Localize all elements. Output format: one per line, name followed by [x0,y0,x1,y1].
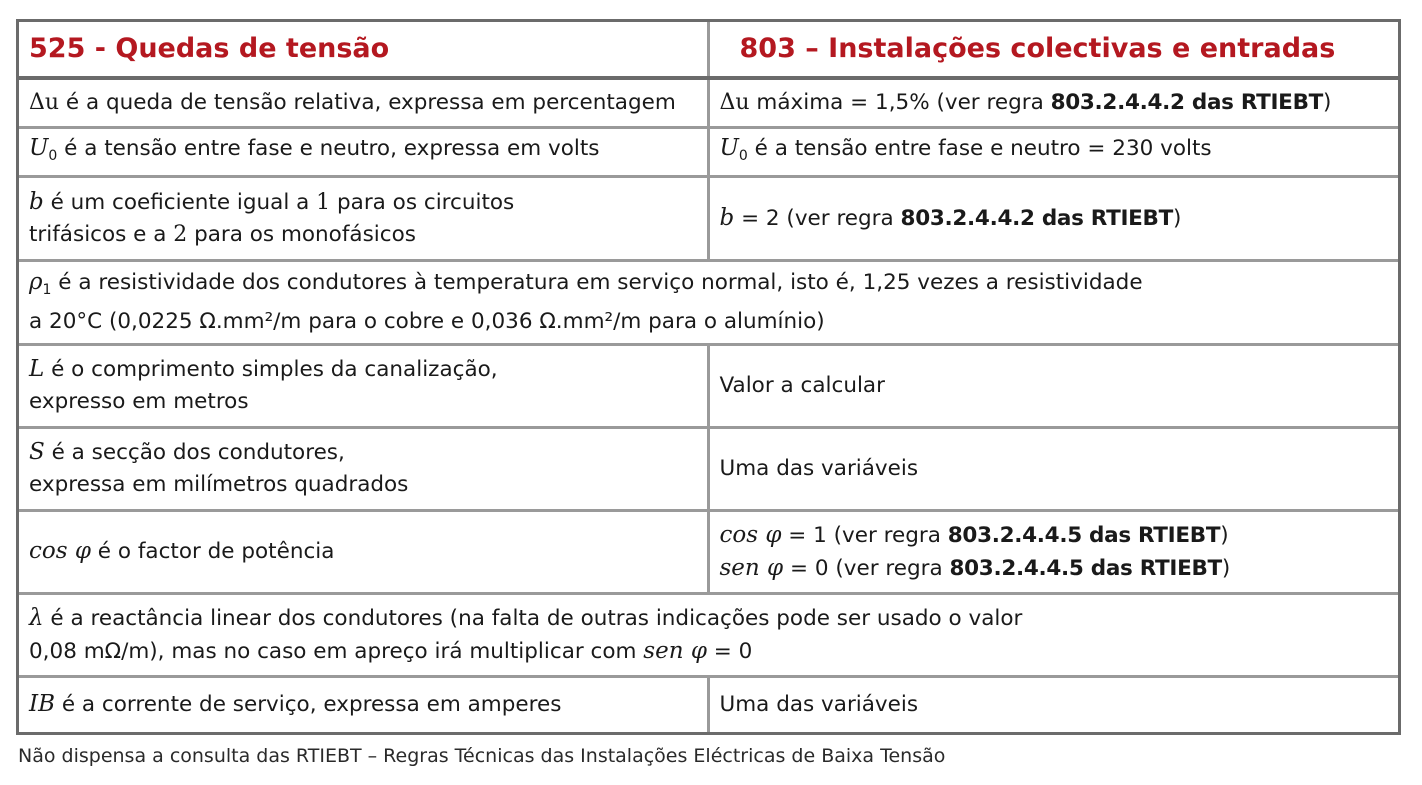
table-row-cos-phi [19,510,1398,593]
cell-right [708,78,1398,127]
cell-text: é a queda de tensão relativa, expressa em percentagem [59,89,676,115]
symbol: U [719,134,739,161]
number: 2 [173,221,188,247]
cell-left [19,676,708,732]
cell-right [708,176,1398,260]
cell-right: Uma das variáveis [708,676,1398,732]
cell-right: Uma das variáveis [708,427,1398,510]
cell-right: Valor a calcular [708,344,1398,427]
symbol: sen φ [643,637,707,664]
table-row-u0 [19,127,1398,176]
symbol: λ [29,604,44,631]
cell-line: expresso em metros [29,389,249,414]
cell-line [29,186,697,219]
symbol: Δu [29,89,60,115]
number: 1 [316,189,331,215]
cell-text: = 1 (ver regra [781,522,948,548]
subscript: 0 [48,147,58,164]
voltage-drop-table [19,22,1398,732]
header-left: 525 - Quedas de tensão [19,22,708,78]
cell-text: 0,08 mΩ/m), mas no caso em apreço irá multiplicar com [29,638,644,664]
rule-reference: 803.2.4.4.2 das RTIEBT [1050,89,1324,115]
cell-text: máxima = 1,5% (ver regra [749,89,1051,115]
cell-full [19,593,1398,676]
symbol: ρ [29,269,43,295]
cell-line: a 20°C (0,0225 Ω.mm²/m para o cobre e 0,036 Ω.mm²/m para o alumínio) [29,309,825,334]
symbol: b [29,188,44,215]
cell-text: para os circuitos [330,189,515,215]
cell-right [708,510,1398,593]
table-header-row [19,22,1398,78]
symbol: S [29,439,45,465]
footer-note: Não dispensa a consulta das RTIEBT – Regras Técnicas das Instalações Eléctricas de Baixa Tensão [18,745,946,767]
symbol: Δu [719,89,750,115]
table-row-lambda [19,593,1398,676]
cell-left [19,127,708,176]
table-row-L [19,344,1398,427]
voltage-drop-table-frame [16,19,1401,735]
symbol: cos φ [719,521,782,548]
cell-text: ) [1173,205,1182,231]
table-row-rho1 [19,260,1398,344]
cell-text: é um coeficiente igual a [43,189,317,215]
cell-text: = 0 [706,638,753,664]
cell-text: é o factor de potência [90,539,335,564]
cell-left [19,427,708,510]
rule-reference: 803.2.4.4.2 das RTIEBT [900,205,1173,231]
cell-text: ) [1221,555,1231,581]
rule-reference: 803.2.4.4.5 das RTIEBT [949,555,1222,581]
cell-text: = 2 (ver regra [734,205,901,231]
cell-text: ) [1220,522,1229,548]
cell-text: é a resistividade dos condutores à temperatura em serviço normal, isto é, 1,25 vezes a resistividade [51,270,1143,295]
cell-text: é o comprimento simples da canalização, [44,357,498,382]
cell-line [29,219,697,251]
cell-text: é a reactância linear dos condutores (na falta de outras indicações pode ser usado o valor [43,605,1023,631]
symbol: IB [29,691,55,718]
cell-line [29,635,1388,668]
cell-line: expressa em milímetros quadrados [29,472,409,497]
table-row-b [19,176,1398,260]
cell-text: para os monofásicos [187,221,416,247]
cell-right [708,127,1398,176]
subscript: 1 [42,282,52,298]
table-row-ib [19,676,1398,732]
symbol: U [29,134,49,161]
cell-left [19,510,708,593]
header-right: 803 – Instalações colectivas e entradas [708,22,1398,78]
cell-text: é a corrente de serviço, expressa em amperes [55,692,562,718]
cell-text: ) [1323,89,1332,115]
symbol: cos φ [29,538,91,564]
cell-line [29,266,1388,306]
cell-line [720,552,1389,585]
table-row-S [19,427,1398,510]
cell-left [19,344,708,427]
rule-reference: 803.2.4.4.5 das RTIEBT [947,522,1221,548]
symbol: L [29,356,45,382]
cell-text: é a tensão entre fase e neutro = 230 volts [747,135,1212,161]
cell-line [29,436,697,469]
cell-line [720,519,1389,552]
cell-left [19,176,708,260]
cell-text: é a secção dos condutores, [44,440,345,465]
cell-line [29,602,1388,635]
cell-text: trifásicos e a [29,221,174,247]
table-row-delta-u [19,78,1398,127]
cell-left [19,78,708,127]
cell-text: é a tensão entre fase e neutro, expressa em volts [57,135,600,161]
cell-text: = 0 (ver regra [783,555,950,581]
subscript: 0 [738,147,748,164]
cell-full [19,260,1398,344]
cell-line [29,353,697,386]
symbol: b [719,204,735,231]
symbol: sen φ [719,554,784,581]
